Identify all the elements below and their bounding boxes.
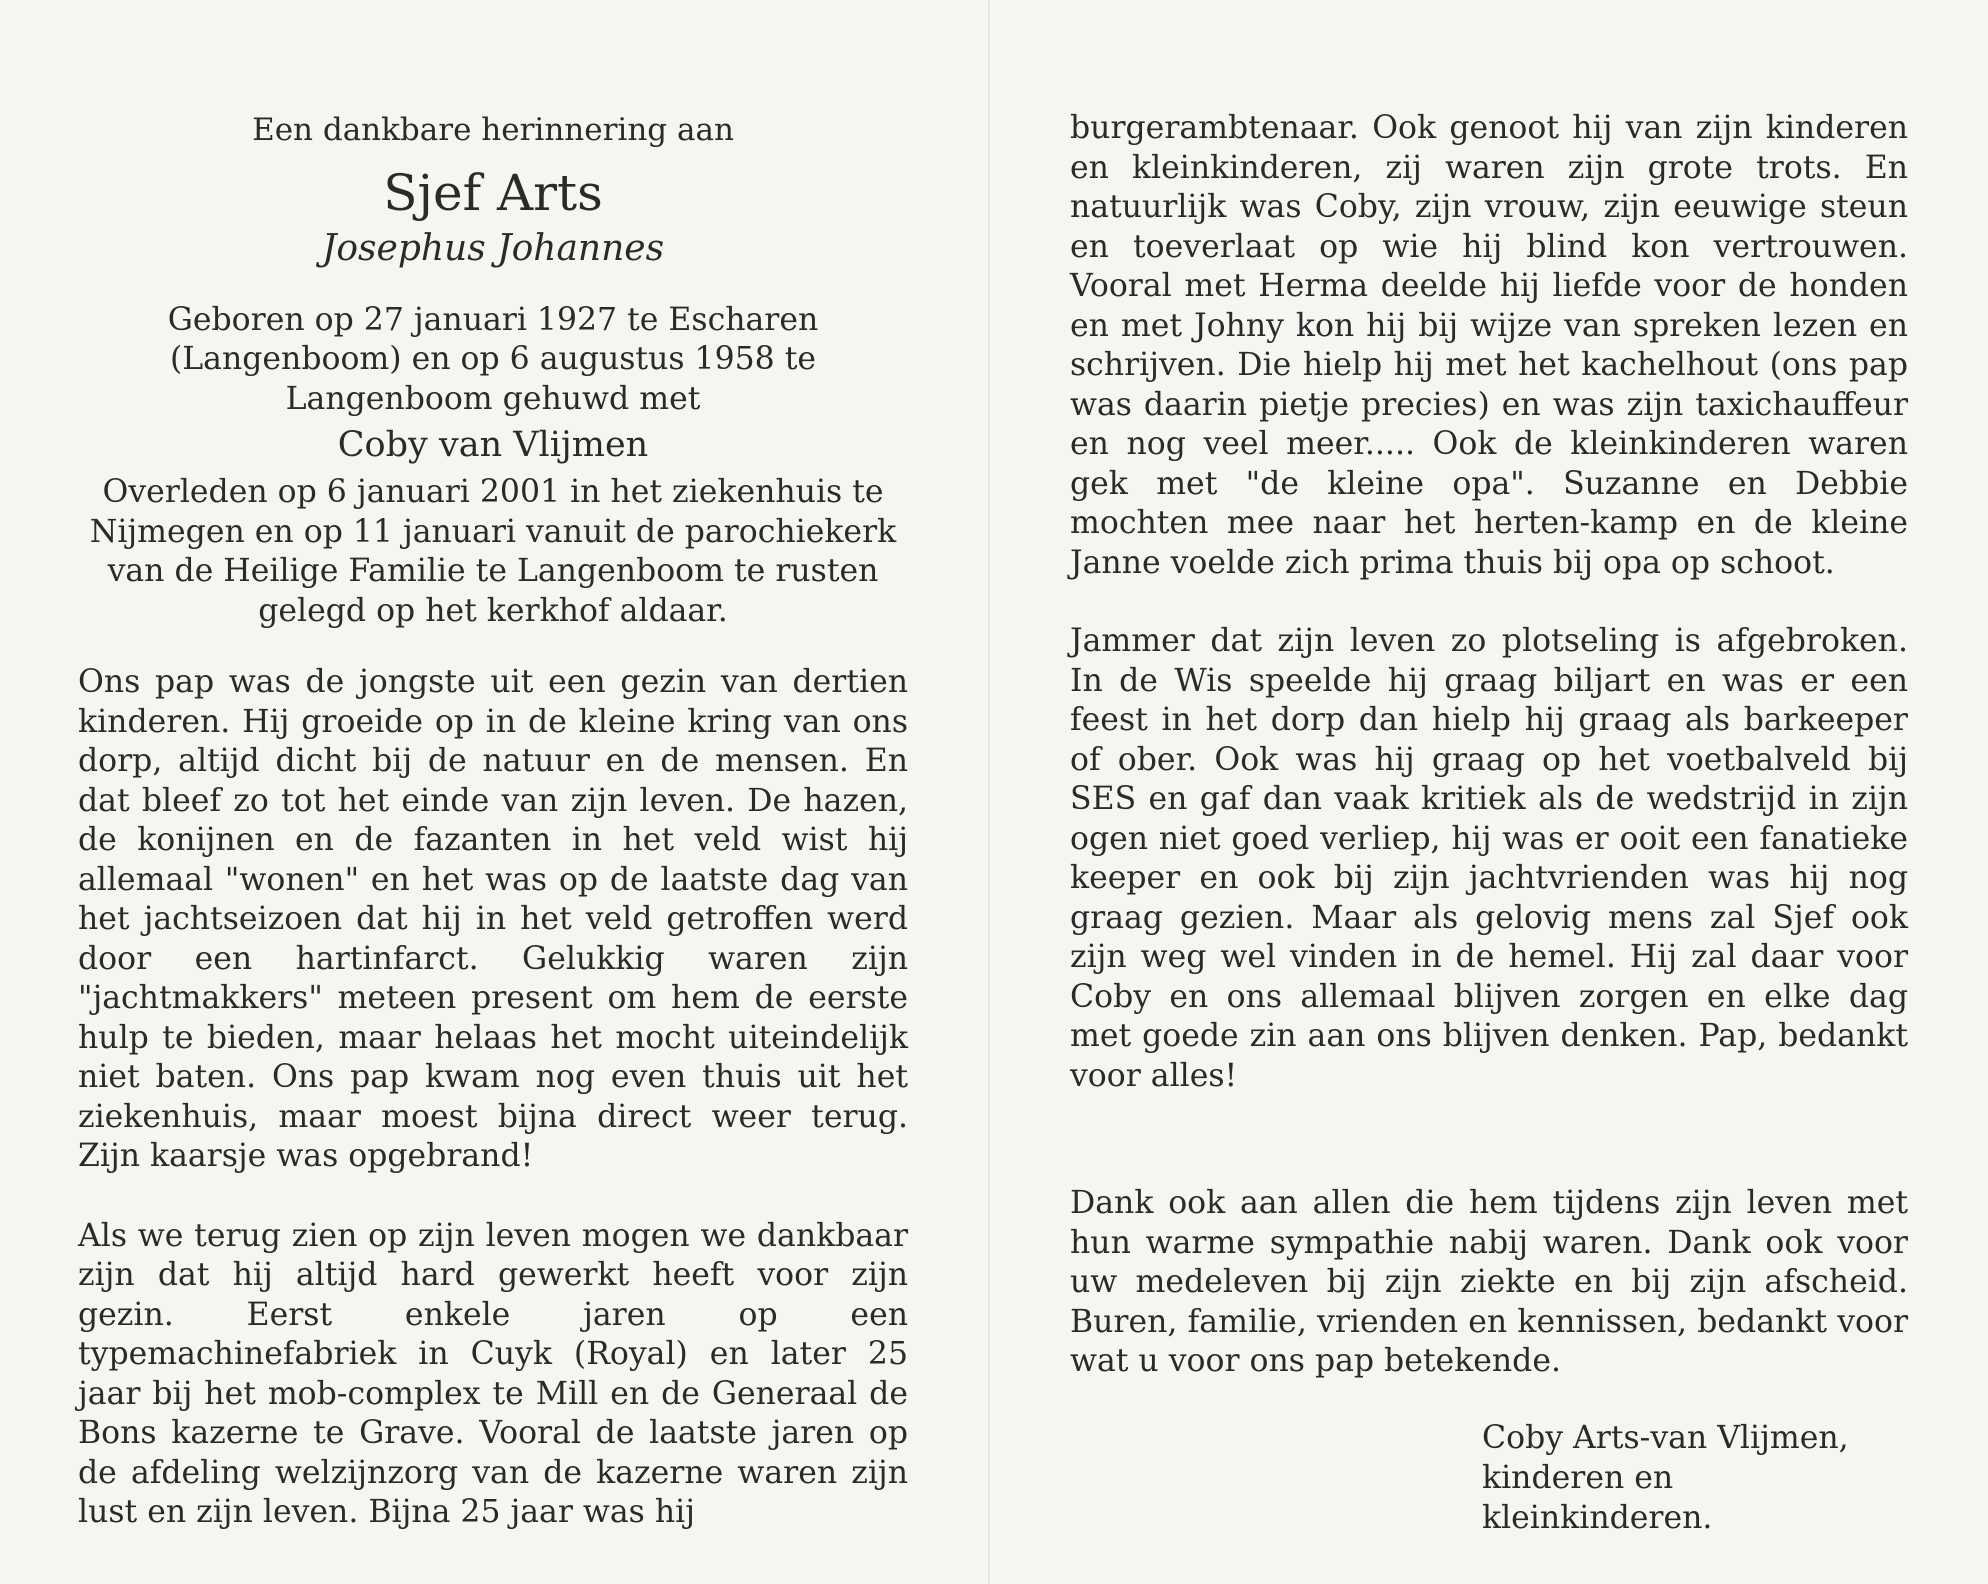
left-column	[78, 111, 908, 1533]
signature-line-2: kinderen en kleinkinderen.	[1482, 1459, 1713, 1536]
signature	[1070, 1418, 1908, 1538]
spouse-name: Coby van Vlijmen	[337, 425, 649, 465]
signature-line-1: Coby Arts-van Vlijmen,	[1482, 1419, 1849, 1456]
right-page	[990, 0, 1988, 1584]
left-page	[0, 0, 988, 1584]
thanks-paragraph: Dank ook aan allen die hem tijdens zijn leven met hun warme sympathie nabij waren. Dank ook voor uw medeleven bij zijn ziekte en bij zijn afscheid. Buren, familie, vrienden en kennissen, bedankt voor wat u voor ons pap betekende.	[1070, 1185, 1908, 1379]
death-burial-text: Overleden op 6 januari 2001 in het ziekenhuis te Nijmegen en op 11 januari vanuit de parochiekerk van de Heilige Familie te Langenboom te rusten gelegd op het kerkhof aldaar.	[89, 474, 897, 629]
right-column	[1070, 109, 1908, 1538]
life-story-paragraph-3: burgerambtenaar. Ook genoot hij van zijn kinderen en kleinkinderen, zij waren zijn grote trots. En natuurlijk was Coby, zijn vrouw, zijn eeuwige steun en toeverlaat op wie hij blind kon vertrouwen. Vooral met Herma deelde hij liefde voor de honden en met Johny kon hij bij wijze van spreken lezen en schrijven. Die hielp hij met het kachelhout (ons pap was daarin pietje precies) en was zijn taxichauffeur en nog veel meer..... Ook de kleinkinderen waren gek met "de kleine opa". Suzanne en Debbie mochten mee naar het herten-kamp en de kleine Janne voelde zich prima thuis bij opa op schoot.	[1070, 110, 1908, 581]
intro-text: Een dankbare herinnering aan	[252, 112, 734, 148]
deceased-full-name: Josephus Johannes	[321, 227, 665, 269]
birth-marriage-text: Geboren op 27 januari 1927 te Escharen (Langenboom) en op 6 augustus 1958 te Langenboom gehuwd met	[167, 301, 819, 417]
life-story-paragraph-1: Ons pap was de jongste uit een gezin van dertien kinderen. Hij groeide op in de kleine kring van ons dorp, altijd dicht bij de natuur en de mensen. En dat bleef zo tot het einde van zijn leven. De hazen, de konijnen en de fazanten in het veld wist hij allemaal "wonen" en het was op de laatste dag van het jachtseizoen dat hij in het veld getroffen werd door een hartinfarct. Gelukkig waren zijn "jachtmakkers" meteen present om hem de eerste hulp te bieden, maar helaas het mocht uiteindelijk niet baten. Ons pap kwam nog even thuis uit het ziekenhuis, maar moest bijna direct weer terug. Zijn kaarsje was opgebrand!	[78, 664, 908, 1174]
life-story-paragraph-2: Als we terug zien op zijn leven mogen we dankbaar zijn dat hij altijd hard gewerkt heeft voor zijn gezin. Eerst enkele jaren op een typemachinefabriek in Cuyk (Royal) en later 25 jaar bij het mob-complex te Mill en de Generaal de Bons kazerne te Grave. Vooral de laatste jaren op de afdeling welzijnzorg van de kazerne waren zijn lust en zijn leven. Bijna 25 jaar was hij	[78, 1217, 908, 1530]
deceased-name: Sjef Arts	[383, 163, 603, 222]
life-story-paragraph-4: Jammer dat zijn leven zo plotseling is afgebroken. In de Wis speelde hij graag biljart en was er een feest in het dorp dan hielp hij graag als barkeeper of ober. Ook was hij graag op het voetbalveld bij SES en gaf dan vaak kritiek als de wedstrijd in zijn ogen niet goed verliep, hij was er ooit een fanatieke keeper en ook bij zijn jachtvrienden was hij nog graag gezien. Maar als gelovig mens zal Sjef ook zijn weg wel vinden in de hemel. Hij zal daar voor Coby en ons allemaal blijven zorgen en elke dag met goede zin aan ons blijven denken. Pap, bedankt voor alles!	[1070, 623, 1908, 1094]
